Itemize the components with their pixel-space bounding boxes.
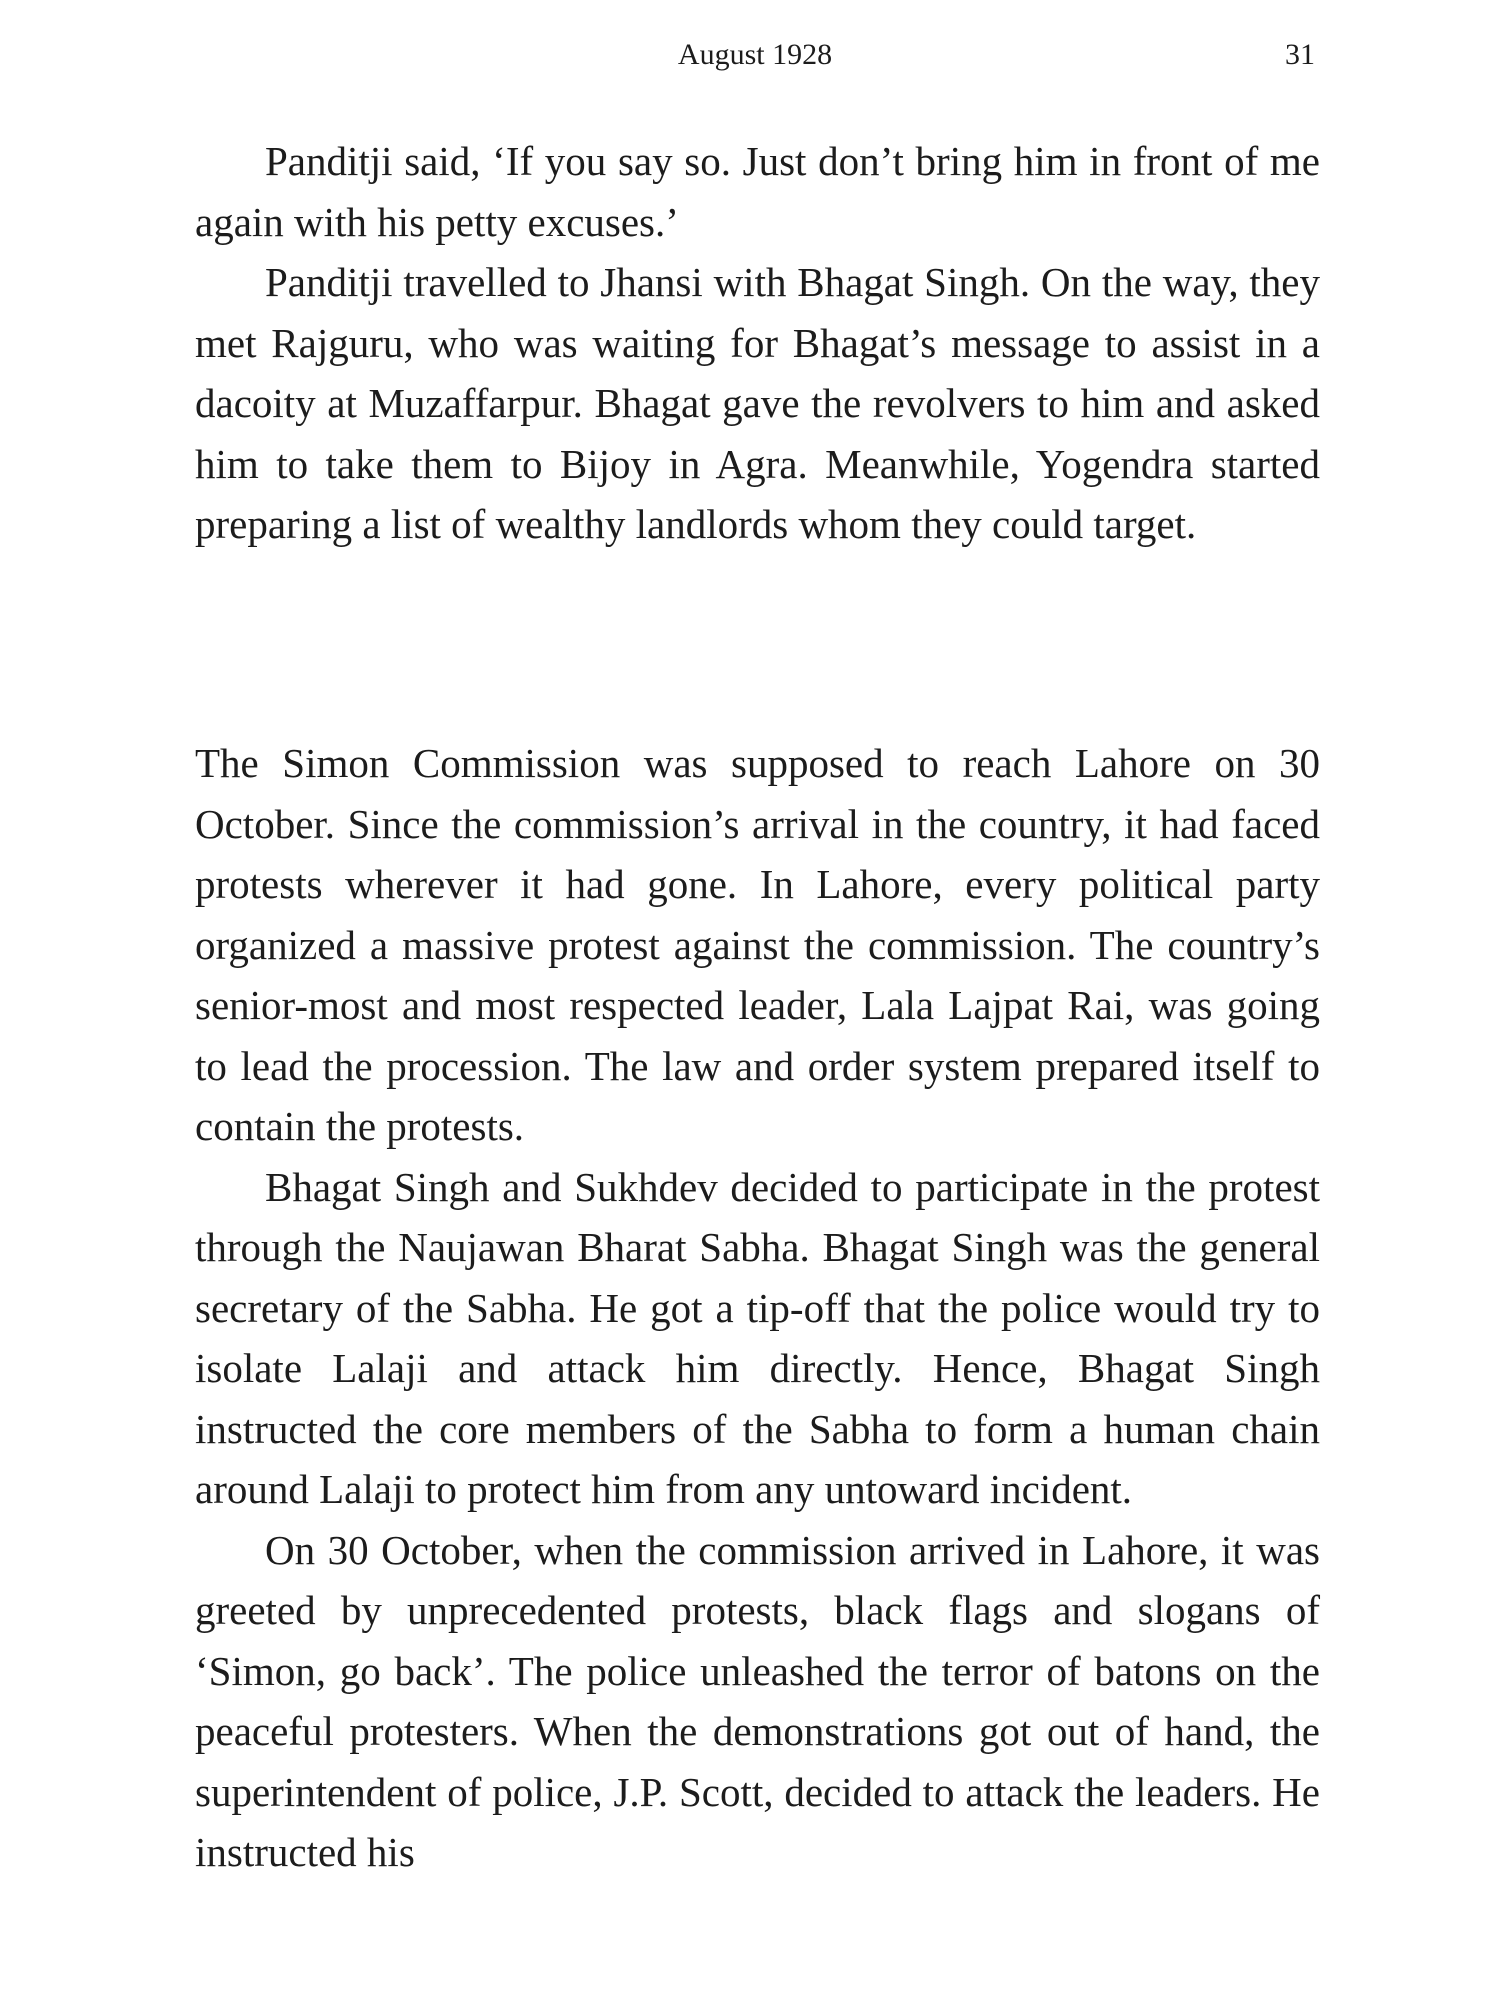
paragraph: Bhagat Singh and Sukhdev decided to participate in the protest through the Naujawan Bharat Sabha. Bhagat Singh was the general secretary of the Sabha. He got a tip-off that the police would try to isolate Lalaji and attack him directly. Hence, Bhagat Singh instructed the core members of the Sabha to form a human chain around Lalaji to protect him from any untoward incident.	[195, 1163, 1320, 1512]
paragraph: Panditji said, ‘If you say so. Just don’t bring him in front of me again with his petty excuses.’	[195, 138, 1320, 245]
paragraph: Panditji travelled to Jhansi with Bhagat Singh. On the way, they met Rajguru, who was waiting for Bhagat’s message to assist in a dacoity at Muzaffarpur. Bhagat gave the revolvers to him and asked him to take them to Bijoy in Agra. Meanwhile, Yogendra started preparing a list of wealthy landlords whom they could target.	[195, 259, 1320, 547]
text-section-2	[195, 733, 1320, 1883]
paragraph: On 30 October, when the commission arrived in Lahore, it was greeted by unprecedented protests, black flags and slogans of ‘Simon, go back’. The police unleashed the terror of batons on the peaceful protesters. When the demonstrations got out of hand, the superintendent of police, J.P. Scott, decided to attack the leaders. He instructed his	[195, 1526, 1320, 1875]
text-section-1	[195, 131, 1320, 555]
paragraph: The Simon Commission was supposed to reach Lahore on 30 October. Since the commission’s arrival in the country, it had faced protests wherever it had gone. In Lahore, every political party organized a massive protest against the commission. The country’s senior-most and most respected leader, Lala Lajpat Rai, was going to lead the procession. The law and order system prepared itself to contain the protests.	[195, 740, 1320, 1149]
running-title: August 1928	[677, 38, 833, 71]
page-number: 31	[1285, 38, 1315, 71]
running-head	[195, 38, 1315, 78]
